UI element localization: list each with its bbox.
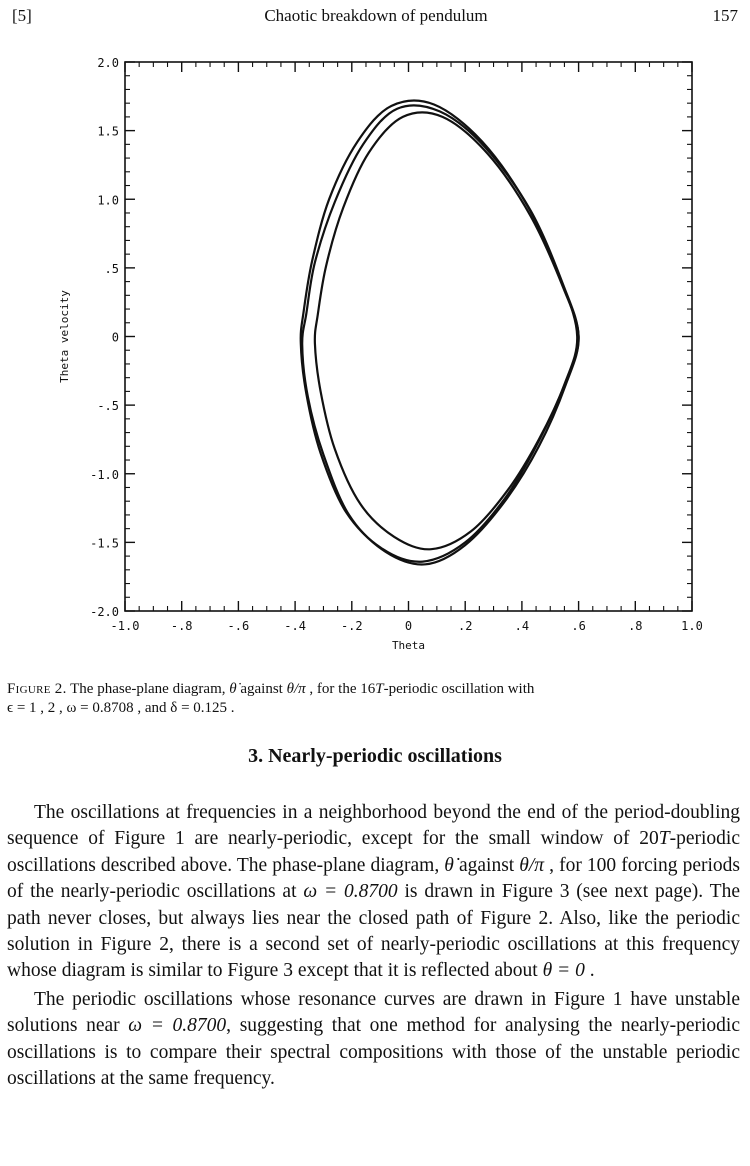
caption-text: , for the 16 [305, 681, 376, 697]
x-tick-label: 0 [404, 619, 413, 633]
text-run: The oscillations at frequencies in a neighborhood beyond the end of the period-doubling sequence of Figure 1 are nearly-periodic, except for the small window of 20 [7, 802, 740, 850]
caption-parameters: ϵ = 1 , 2 , ω = 0.8708 , and δ = 0.125 . [7, 700, 235, 716]
x-tick-label: .4 [514, 619, 530, 633]
y-tick-label: 2.0 [97, 56, 119, 70]
caption-theta-dot: θ̇ [229, 681, 237, 697]
x-tick-label: .8 [628, 619, 643, 633]
caption-text: against [236, 681, 287, 697]
text-run: against [453, 854, 520, 876]
running-title: Chaotic breakdown of pendulum [264, 6, 488, 25]
trajectory-curve [302, 105, 578, 564]
caption-theta-over-pi: θ/π [286, 681, 306, 697]
trajectory-curve [301, 101, 578, 562]
math-theta-over-pi: θ/π [519, 854, 545, 876]
plot-frame [125, 62, 692, 611]
x-tick-label: .6 [571, 619, 586, 633]
page-number: 157 [712, 6, 738, 25]
y-tick-label: -1.0 [90, 467, 119, 482]
figure-2 [0, 40, 750, 670]
trajectory-curve [315, 112, 579, 549]
caption-period-symbol: T [375, 681, 384, 697]
text-run: is drawn in Figure 3 (see next page). The path never closes, but always lies near the closed path of Figure 2. Also, like the periodic solution in Figure 2, there is a second set of nearly-periodic oscillations at this frequency whose diagram is similar to Figure 3 except that it is reflected about [7, 881, 740, 982]
x-tick-label: -.2 [340, 619, 363, 633]
math-omega-value: ω = 0.8700 [128, 1015, 227, 1037]
x-tick-label: 1.0 [681, 619, 703, 633]
y-axis-label: Theta velocity [58, 290, 71, 383]
x-tick-label: -.8 [170, 619, 193, 633]
running-header [12, 6, 740, 28]
math-theta-zero: θ = 0 [542, 960, 585, 982]
math-period-symbol: T [658, 828, 670, 850]
text-run: , for 100 forcing periods of the nearly-periodic oscillations at [7, 854, 741, 903]
y-tick-label: 0 [111, 330, 119, 345]
x-axis-label: Theta [391, 639, 426, 652]
caption-text: The phase-plane diagram, [66, 681, 230, 697]
y-tick-label: -2.0 [90, 605, 119, 619]
y-tick-label: -.5 [97, 399, 119, 414]
text-run: -periodic oscillations described above. The phase-plane diagram, [7, 828, 740, 876]
y-tick-label: -1.5 [90, 536, 119, 551]
x-tick-label: -1.0 [110, 619, 140, 633]
y-tick-label: 1.5 [97, 124, 119, 139]
x-tick-label: .2 [457, 619, 473, 633]
x-tick-label: -.4 [284, 619, 306, 633]
text-run: . [584, 960, 595, 982]
math-omega-value: ω = 0.8700 [303, 881, 398, 903]
x-tick-label: -.6 [227, 619, 250, 633]
text-run: The periodic oscillations whose resonance curves are drawn in Figure 1 have unstable solutions near [7, 988, 740, 1037]
caption-text: -periodic oscillation with [383, 681, 535, 697]
paragraph [7, 800, 740, 985]
caption-label: Figure 2. [7, 681, 67, 697]
figure-caption [7, 680, 745, 718]
body-text [7, 800, 740, 1092]
phase-plane-chart [0, 40, 750, 670]
text-run: , suggesting that one method for analysing the nearly-periodic oscillations is to compare their spectral compositions with those of the unstable periodic oscillations at the same frequency. [7, 1015, 740, 1090]
paragraph [7, 987, 740, 1093]
section-heading: 3. Nearly-periodic oscillations [248, 745, 502, 767]
y-tick-label: 1.0 [97, 193, 119, 208]
math-theta-dot: θ̇ [444, 854, 454, 876]
chapter-number: [5] [12, 6, 32, 25]
y-tick-label: .5 [104, 261, 119, 276]
